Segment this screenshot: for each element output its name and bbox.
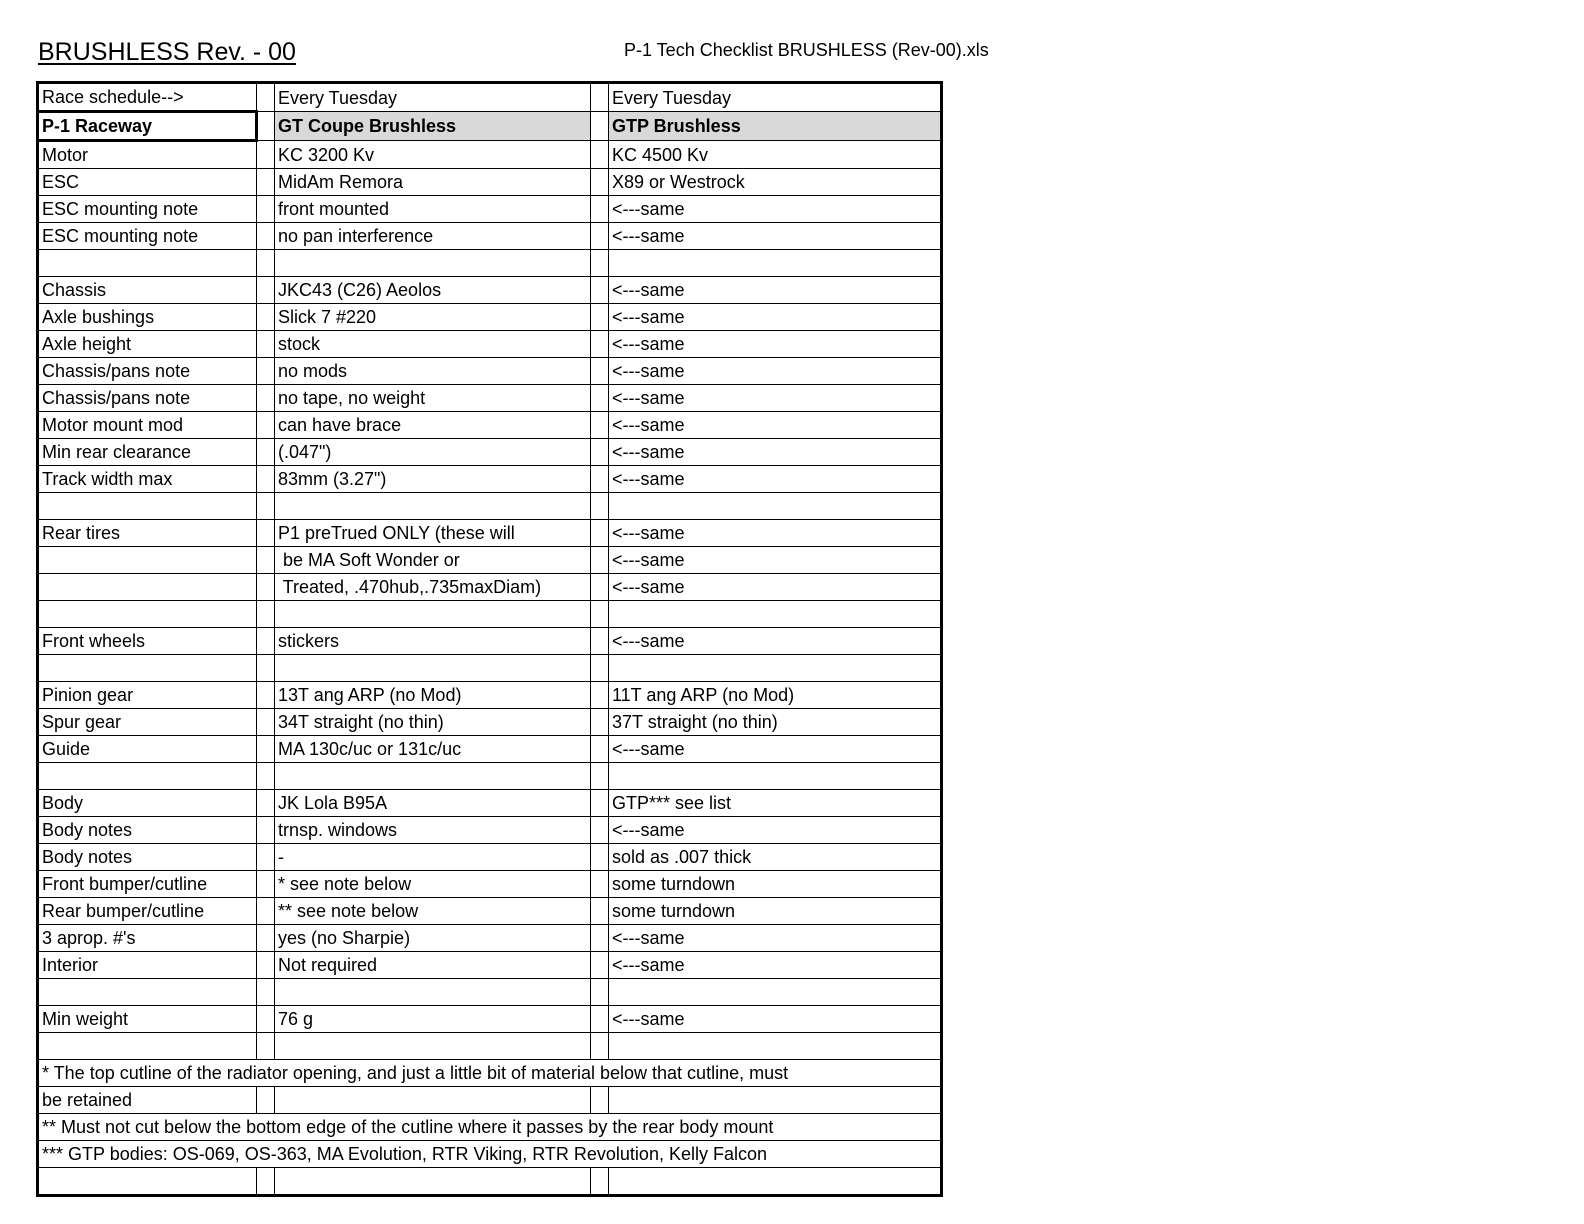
spacer-cell	[591, 844, 609, 871]
table-row	[38, 520, 942, 547]
gt-coupe-cell: MA 130c/uc or 131c/uc	[275, 736, 591, 763]
row-label-cell	[38, 574, 257, 601]
spacer-cell	[257, 141, 275, 169]
spacer-cell	[257, 1168, 275, 1196]
spacer-cell	[591, 493, 609, 520]
spacer-cell	[257, 736, 275, 763]
table-row	[38, 574, 942, 601]
row-label-cell: ESC mounting note	[38, 223, 257, 250]
spacer-cell	[257, 790, 275, 817]
table-row	[38, 655, 942, 682]
spacer-cell	[591, 83, 609, 112]
spacer-cell	[591, 547, 609, 574]
spacer-cell	[591, 925, 609, 952]
gt-coupe-cell: MidAm Remora	[275, 169, 591, 196]
gt-coupe-cell: 83mm (3.27")	[275, 466, 591, 493]
gt-coupe-cell: JKC43 (C26) Aeolos	[275, 277, 591, 304]
gtp-cell	[609, 493, 942, 520]
spacer-cell	[591, 682, 609, 709]
spacer-cell	[591, 655, 609, 682]
gtp-cell: <---same	[609, 574, 942, 601]
gtp-cell	[609, 655, 942, 682]
row-label-cell	[38, 250, 257, 277]
row-label-cell	[38, 493, 257, 520]
table-row	[38, 412, 942, 439]
row-label-cell: Rear bumper/cutline	[38, 898, 257, 925]
gtp-cell: <---same	[609, 196, 942, 223]
spacer-cell	[591, 1033, 609, 1060]
gt-coupe-cell: JK Lola B95A	[275, 790, 591, 817]
gtp-cell: Every Tuesday	[609, 83, 942, 112]
table-row	[38, 547, 942, 574]
table-row	[38, 304, 942, 331]
gt-coupe-cell	[275, 655, 591, 682]
spacer-cell	[257, 601, 275, 628]
gt-coupe-cell: no pan interference	[275, 223, 591, 250]
gt-coupe-cell	[275, 763, 591, 790]
gtp-cell: <---same	[609, 520, 942, 547]
spacer-cell	[591, 250, 609, 277]
gt-coupe-cell: be MA Soft Wonder or	[275, 547, 591, 574]
spacer-cell	[257, 250, 275, 277]
spacer-cell	[591, 790, 609, 817]
row-label-cell: Pinion gear	[38, 682, 257, 709]
spacer-cell	[257, 952, 275, 979]
spacer-cell	[591, 763, 609, 790]
gtp-cell: some turndown	[609, 871, 942, 898]
spacer-cell	[257, 169, 275, 196]
gt-coupe-cell: stickers	[275, 628, 591, 655]
gtp-cell: <---same	[609, 223, 942, 250]
gt-coupe-cell	[275, 979, 591, 1006]
gt-coupe-cell	[275, 601, 591, 628]
note-row	[38, 1168, 942, 1196]
spacer-cell	[591, 871, 609, 898]
spacer-cell	[591, 439, 609, 466]
note-text	[38, 1168, 257, 1196]
spacer-cell	[257, 574, 275, 601]
spacer-cell	[275, 1168, 591, 1196]
gtp-cell: <---same	[609, 358, 942, 385]
row-label-cell: 3 aprop. #'s	[38, 925, 257, 952]
gt-coupe-cell: no tape, no weight	[275, 385, 591, 412]
spacer-cell	[257, 520, 275, 547]
note-row	[38, 1087, 942, 1114]
spacer-cell	[609, 1168, 942, 1196]
spacer-cell	[257, 979, 275, 1006]
spacer-cell	[591, 979, 609, 1006]
spacer-cell	[591, 574, 609, 601]
gt-coupe-cell: KC 3200 Kv	[275, 141, 591, 169]
spacer-cell	[257, 466, 275, 493]
gt-coupe-cell: P1 preTrued ONLY (these will	[275, 520, 591, 547]
spacer-cell	[591, 358, 609, 385]
gtp-cell: <---same	[609, 952, 942, 979]
row-label-cell: ESC mounting note	[38, 196, 257, 223]
row-label-cell	[38, 763, 257, 790]
gtp-cell: <---same	[609, 412, 942, 439]
gtp-cell	[609, 250, 942, 277]
gtp-cell	[609, 763, 942, 790]
gtp-cell: GTP*** see list	[609, 790, 942, 817]
spacer-cell	[591, 1168, 609, 1196]
gtp-cell: GTP Brushless	[609, 112, 942, 141]
gt-coupe-cell: ** see note below	[275, 898, 591, 925]
table-row	[38, 709, 942, 736]
row-label-cell	[38, 979, 257, 1006]
table-row	[38, 871, 942, 898]
spacer-cell	[591, 709, 609, 736]
gt-coupe-cell: yes (no Sharpie)	[275, 925, 591, 952]
spacer-cell	[591, 628, 609, 655]
table-row	[38, 1033, 942, 1060]
table-row	[38, 331, 942, 358]
row-label-cell: Chassis/pans note	[38, 385, 257, 412]
row-label-cell	[38, 655, 257, 682]
gt-coupe-cell: Treated, .470hub,.735maxDiam)	[275, 574, 591, 601]
row-label-cell: Axle bushings	[38, 304, 257, 331]
row-label-cell: Spur gear	[38, 709, 257, 736]
table-row	[38, 790, 942, 817]
gt-coupe-cell: -	[275, 844, 591, 871]
row-label-cell: ESC	[38, 169, 257, 196]
row-label-cell: Body notes	[38, 817, 257, 844]
gt-coupe-cell: Not required	[275, 952, 591, 979]
sheet-title: BRUSHLESS Rev. - 00	[38, 38, 296, 66]
spacer-cell	[591, 736, 609, 763]
spacer-cell	[609, 1087, 942, 1114]
gt-coupe-cell: trnsp. windows	[275, 817, 591, 844]
gtp-cell: <---same	[609, 1006, 942, 1033]
gtp-cell: <---same	[609, 736, 942, 763]
spacer-cell	[257, 871, 275, 898]
file-name: P-1 Tech Checklist BRUSHLESS (Rev-00).xls	[624, 40, 989, 60]
row-label-cell: Front bumper/cutline	[38, 871, 257, 898]
table-row	[38, 196, 942, 223]
spacer-cell	[257, 628, 275, 655]
gt-coupe-cell: Every Tuesday	[275, 83, 591, 112]
table-row	[38, 925, 942, 952]
spacer-cell	[257, 1006, 275, 1033]
note-text: *** GTP bodies: OS-069, OS-363, MA Evolution, RTR Viking, RTR Revolution, Kelly Falcon	[38, 1141, 942, 1168]
gt-coupe-cell: front mounted	[275, 196, 591, 223]
row-label-cell: Chassis	[38, 277, 257, 304]
spacer-cell	[257, 547, 275, 574]
gtp-cell: <---same	[609, 547, 942, 574]
table-row	[38, 898, 942, 925]
spacer-cell	[257, 277, 275, 304]
gtp-cell: <---same	[609, 304, 942, 331]
row-label-cell: Motor mount mod	[38, 412, 257, 439]
row-label-cell: Chassis/pans note	[38, 358, 257, 385]
checklist-table	[36, 81, 943, 1197]
table-row	[38, 250, 942, 277]
gt-coupe-cell	[275, 1033, 591, 1060]
table-row	[38, 223, 942, 250]
spacer-cell	[257, 412, 275, 439]
spacer-cell	[591, 898, 609, 925]
row-label-cell: Motor	[38, 141, 257, 169]
gtp-cell: <---same	[609, 925, 942, 952]
spacer-cell	[257, 763, 275, 790]
table-row	[38, 817, 942, 844]
table-row	[38, 466, 942, 493]
gtp-cell: <---same	[609, 277, 942, 304]
row-label-cell: Front wheels	[38, 628, 257, 655]
table-row	[38, 952, 942, 979]
spacer-cell	[275, 1087, 591, 1114]
row-label-cell: Race schedule-->	[38, 83, 257, 112]
spacer-cell	[257, 196, 275, 223]
gtp-cell: some turndown	[609, 898, 942, 925]
row-label-cell: Track width max	[38, 466, 257, 493]
gtp-cell: <---same	[609, 628, 942, 655]
gt-coupe-cell	[275, 493, 591, 520]
table-row	[38, 628, 942, 655]
row-label-cell	[38, 601, 257, 628]
table-row	[38, 358, 942, 385]
spacer-cell	[257, 898, 275, 925]
spacer-cell	[591, 385, 609, 412]
spacer-cell	[591, 466, 609, 493]
note-row	[38, 1114, 942, 1141]
spacer-cell	[257, 304, 275, 331]
table-row	[38, 736, 942, 763]
table-header-row	[38, 112, 942, 141]
spacer-cell	[257, 925, 275, 952]
table-row	[38, 439, 942, 466]
gtp-cell	[609, 601, 942, 628]
spacer-cell	[257, 358, 275, 385]
gt-coupe-cell: 34T straight (no thin)	[275, 709, 591, 736]
spacer-cell	[257, 655, 275, 682]
row-label-cell	[38, 547, 257, 574]
note-row	[38, 1141, 942, 1168]
spacer-cell	[591, 1006, 609, 1033]
note-text: * The top cutline of the radiator opening, and just a little bit of material below that cutline, must	[38, 1060, 942, 1087]
gt-coupe-cell: 13T ang ARP (no Mod)	[275, 682, 591, 709]
gtp-cell: X89 or Westrock	[609, 169, 942, 196]
gtp-cell: <---same	[609, 466, 942, 493]
spacer-cell	[257, 844, 275, 871]
gt-coupe-cell: GT Coupe Brushless	[275, 112, 591, 141]
note-row	[38, 1060, 942, 1087]
table-row	[38, 1006, 942, 1033]
gt-coupe-cell: 76 g	[275, 1006, 591, 1033]
spacer-cell	[591, 304, 609, 331]
spacer-cell	[257, 709, 275, 736]
gt-coupe-cell: (.047")	[275, 439, 591, 466]
table-row	[38, 83, 942, 112]
spacer-cell	[257, 439, 275, 466]
gt-coupe-cell: * see note below	[275, 871, 591, 898]
gt-coupe-cell	[275, 250, 591, 277]
row-label-cell: P-1 Raceway	[38, 112, 257, 141]
spacer-cell	[257, 385, 275, 412]
spacer-cell	[591, 601, 609, 628]
spacer-cell	[591, 277, 609, 304]
spacer-cell	[591, 952, 609, 979]
gtp-cell	[609, 979, 942, 1006]
spacer-cell	[257, 1033, 275, 1060]
spacer-cell	[257, 493, 275, 520]
table-row	[38, 277, 942, 304]
row-label-cell	[38, 1033, 257, 1060]
spacer-cell	[257, 1087, 275, 1114]
gtp-cell: sold as .007 thick	[609, 844, 942, 871]
gtp-cell: <---same	[609, 331, 942, 358]
spacer-cell	[591, 196, 609, 223]
spacer-cell	[257, 331, 275, 358]
gtp-cell: <---same	[609, 817, 942, 844]
spacer-cell	[257, 83, 275, 112]
row-label-cell: Min weight	[38, 1006, 257, 1033]
gtp-cell: 11T ang ARP (no Mod)	[609, 682, 942, 709]
spacer-cell	[591, 520, 609, 547]
spacer-cell	[591, 223, 609, 250]
spacer-cell	[257, 817, 275, 844]
gtp-cell	[609, 1033, 942, 1060]
spacer-cell	[591, 141, 609, 169]
table-row	[38, 763, 942, 790]
table-row	[38, 979, 942, 1006]
table-row	[38, 385, 942, 412]
gtp-cell: <---same	[609, 439, 942, 466]
spacer-cell	[591, 331, 609, 358]
gt-coupe-cell: Slick 7 #220	[275, 304, 591, 331]
row-label-cell: Guide	[38, 736, 257, 763]
spacer-cell	[257, 112, 275, 141]
spacer-cell	[591, 412, 609, 439]
row-label-cell: Rear tires	[38, 520, 257, 547]
table-row	[38, 493, 942, 520]
spacer-cell	[591, 817, 609, 844]
gt-coupe-cell: can have brace	[275, 412, 591, 439]
table-row	[38, 844, 942, 871]
spacer-cell	[591, 112, 609, 141]
row-label-cell: Body	[38, 790, 257, 817]
note-text: ** Must not cut below the bottom edge of the cutline where it passes by the rear body mount	[38, 1114, 942, 1141]
spacer-cell	[591, 169, 609, 196]
gtp-cell: KC 4500 Kv	[609, 141, 942, 169]
gt-coupe-cell: stock	[275, 331, 591, 358]
spacer-cell	[591, 1087, 609, 1114]
note-text: be retained	[38, 1087, 257, 1114]
gtp-cell: 37T straight (no thin)	[609, 709, 942, 736]
row-label-cell: Min rear clearance	[38, 439, 257, 466]
table-row	[38, 682, 942, 709]
row-label-cell: Body notes	[38, 844, 257, 871]
row-label-cell: Axle height	[38, 331, 257, 358]
table-row	[38, 601, 942, 628]
gtp-cell: <---same	[609, 385, 942, 412]
table-row	[38, 141, 942, 169]
spacer-cell	[257, 682, 275, 709]
table-row	[38, 169, 942, 196]
row-label-cell: Interior	[38, 952, 257, 979]
spacer-cell	[257, 223, 275, 250]
gt-coupe-cell: no mods	[275, 358, 591, 385]
